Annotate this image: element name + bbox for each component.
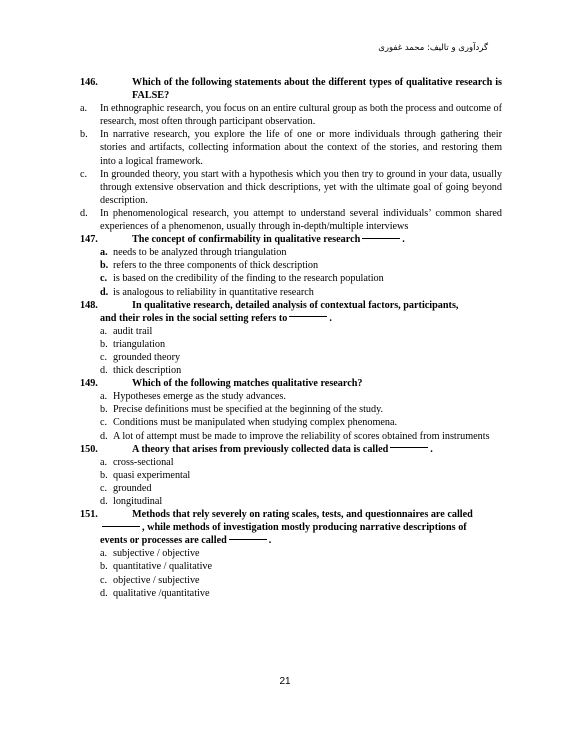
option-a: a. subjective / objective: [100, 548, 200, 560]
question-list: [80, 76, 502, 600]
answer-blank: [390, 447, 428, 448]
question-stem: A theory that arises from previously collected data is called: [132, 443, 389, 455]
question-number: 150.: [80, 443, 98, 455]
answer-blank: [289, 316, 327, 317]
question-number: 146.: [80, 77, 98, 88]
answer-blank: [362, 238, 400, 239]
question-151: 151. Methods that rely severely on rating scales, tests, and questionnaires are called , while methods of investigation mostly producing narrative descriptions of events or processes are called .: [80, 509, 473, 547]
option-b: b. quasi experimental: [100, 469, 191, 481]
question-stem: Which of the following statements about the different types of qualitative research is FALSE?: [132, 77, 502, 102]
page-header: گردآوری و تالیف: محمد غفوری: [378, 43, 488, 53]
option-b: b. refers to the three components of thick description: [100, 260, 319, 272]
option-b: b. Precise definitions must be specified at the beginning of the study.: [100, 404, 384, 416]
question-148: 148. In qualitative research, detailed analysis of contextual factors, participants, and their roles in the social setting refers to .: [80, 299, 459, 324]
option-b: b. quantitative / qualitative: [100, 561, 213, 573]
question-149: [80, 377, 502, 390]
question-stem: Methods that rely severely on rating scales, tests, and questionnaires are called: [132, 509, 473, 521]
question-stem: In qualitative research, detailed analysis of contextual factors, participants,: [132, 299, 459, 311]
question-number: 151.: [80, 509, 98, 521]
option-d: d. A lot of attempt must be made to improve the reliability of scores obtained from instruments: [100, 430, 490, 442]
option-d: d. qualitative /quantitative: [100, 587, 210, 599]
question-146: [80, 76, 502, 102]
option-b: b. triangulation: [100, 338, 166, 350]
page-number: 21: [279, 676, 291, 687]
option-c: c. is based on the credibility of the finding to the research population: [100, 273, 384, 285]
option-d: d. is analogous to reliability in quantitative research: [100, 286, 314, 298]
option-d: d. In phenomenological research, you attempt to understand several individuals’ common shared experiences of a phenomenon, usually through in-depth/multiple interviews: [80, 207, 502, 233]
question-number: 149.: [80, 378, 98, 390]
question-150: 150. A theory that arises from previously collected data is called .: [80, 443, 433, 455]
option-a: a. Hypotheses emerge as the study advances.: [100, 391, 286, 403]
answer-blank: [229, 539, 267, 540]
question-stem: Which of the following matches qualitative research?: [132, 378, 363, 390]
option-a: a. In ethnographic research, you focus on an entire cultural group as both the process and outcome of research, most often through participant observation.: [80, 103, 502, 128]
question-147: 147. The concept of confirmability in qualitative research .: [80, 234, 405, 246]
option-a: a. audit trail: [100, 325, 153, 337]
option-a: a. needs to be analyzed through triangulation: [100, 247, 287, 259]
question-number: 147.: [80, 234, 98, 246]
option-c: c. In grounded theory, you start with a hypothesis which you then try to ground in your data, usually through extensive observation and thick descriptions, yet with the ultimate goal of going beyond description.: [80, 168, 502, 206]
option-d: d. longitudinal: [100, 496, 163, 507]
option-c: c. objective / subjective: [100, 574, 200, 586]
question-number: 148.: [80, 299, 98, 311]
option-c: c. grounded theory: [100, 351, 181, 363]
question-stem: The concept of confirmability in qualitative research: [132, 234, 361, 246]
option-b: b. In narrative research, you explore the life of one or more individuals through gathering their stories and artifacts, collecting information about the context of the stories, and restoring them into a logical framework.: [80, 129, 502, 167]
option-d: d. thick description: [100, 365, 182, 377]
option-a: a. cross-sectional: [100, 456, 174, 468]
answer-blank: [102, 526, 140, 527]
option-c: c. grounded: [100, 482, 152, 494]
option-c: c. Conditions must be manipulated when studying complex phenomena.: [100, 417, 398, 429]
